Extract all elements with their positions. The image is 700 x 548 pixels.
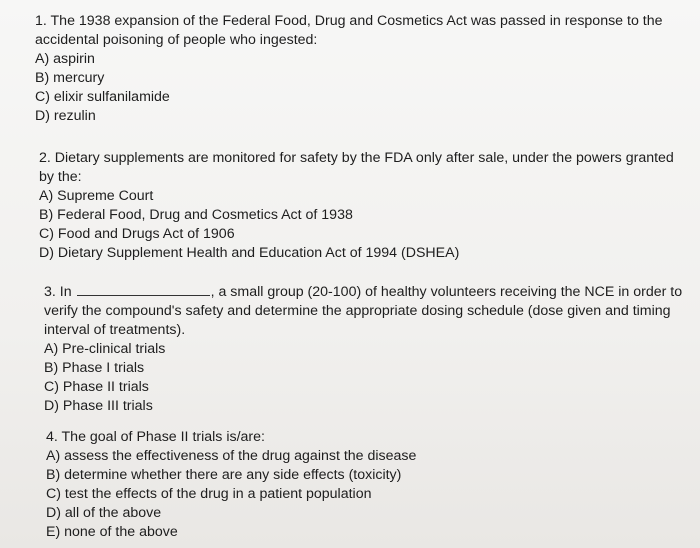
question-4-choice-e: E) none of the above (46, 524, 178, 540)
question-2-choice-c: C) Food and Drugs Act of 1906 (39, 226, 235, 242)
question-1-choice-a: A) aspirin (35, 51, 95, 67)
question-1-choice-b: B) mercury (35, 70, 105, 86)
question-4-choice-a: A) assess the effectiveness of the drug against the disease (46, 448, 417, 464)
question-2-choice-a: A) Supreme Court (39, 188, 154, 204)
question-3-choice-a: A) Pre-clinical trials (44, 341, 166, 357)
question-1-choice-d: D) rezulin (35, 108, 96, 124)
question-3-choice-d: D) Phase III trials (44, 398, 153, 414)
question-1-stem-line-1: 1. The 1938 expansion of the Federal Food, Drug and Cosmetics Act was passed in response to the (35, 13, 663, 29)
fill-in-blank (77, 283, 210, 296)
question-4-choice-b: B) determine whether there are any side effects (toxicity) (46, 467, 402, 483)
question-3-choice-b: B) Phase I trials (44, 360, 145, 376)
question-3-stem-line-2: verify the compound's safety and determine the appropriate dosing schedule (dose given and timing (44, 303, 671, 319)
question-3-choice-c: C) Phase II trials (44, 379, 149, 395)
question-3-stem-after-blank: , a small group (20-100) of healthy volunteers receiving the NCE in order to (210, 284, 683, 300)
question-2 (39, 149, 674, 263)
question-3-stem-prefix: 3. In (44, 284, 72, 300)
question-3 (44, 283, 682, 416)
question-1-choice-c: C) elixir sulfanilamide (35, 89, 170, 105)
question-1-stem-line-2: accidental poisoning of people who ingested: (35, 32, 318, 48)
question-1 (35, 12, 663, 126)
question-2-choice-d: D) Dietary Supplement Health and Education Act of 1994 (DSHEA) (39, 245, 460, 261)
question-2-stem-line-2: by the: (39, 169, 82, 185)
question-4-choice-c: C) test the effects of the drug in a patient population (46, 486, 372, 502)
question-4-choice-d: D) all of the above (46, 505, 162, 521)
question-3-stem-line-3: interval of treatments). (44, 322, 186, 338)
question-2-choice-b: B) Federal Food, Drug and Cosmetics Act of 1938 (39, 207, 353, 223)
question-2-stem-line-1: 2. Dietary supplements are monitored for safety by the FDA only after sale, under the powers granted (39, 150, 674, 166)
question-4 (46, 428, 416, 542)
question-3-stem-line-1 (44, 283, 682, 302)
question-4-stem-line-1: 4. The goal of Phase II trials is/are: (46, 429, 265, 445)
